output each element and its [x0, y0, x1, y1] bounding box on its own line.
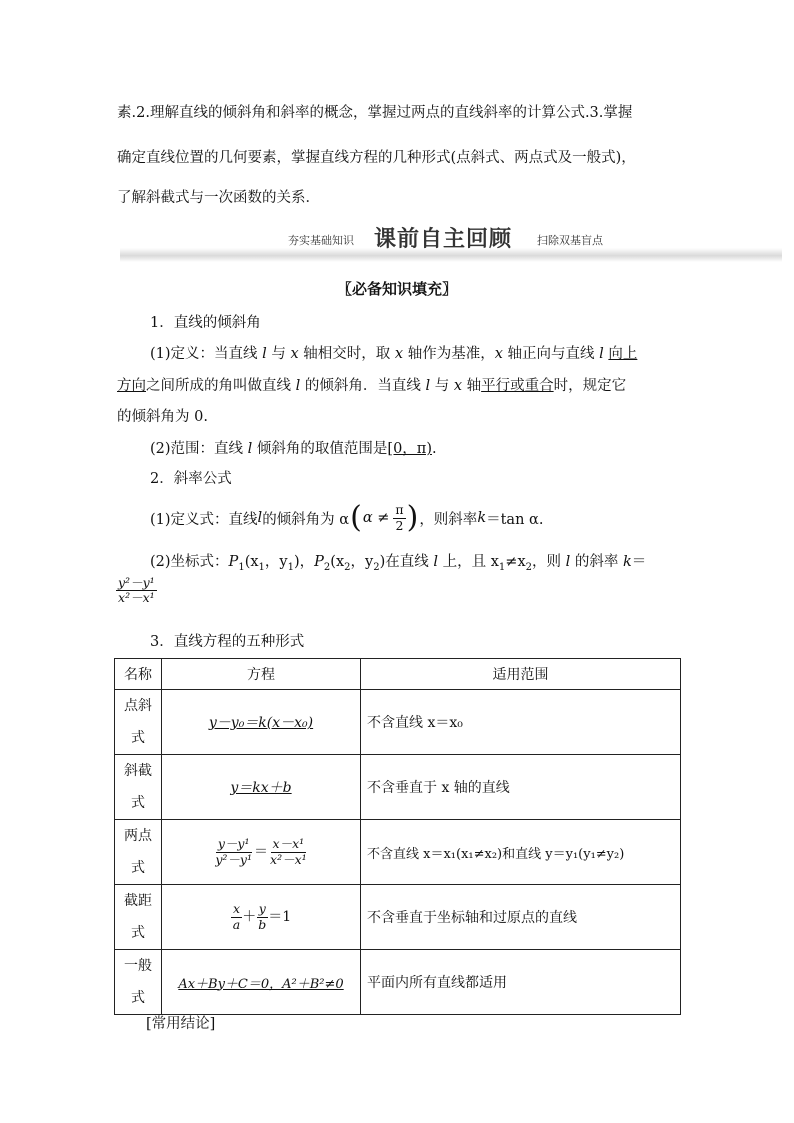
form-scope: 不含垂直于 x 轴的直线	[361, 755, 681, 820]
form-equation: $\frac{x}{a}$ ＋ $\frac{y}{b}$ ＝1	[162, 885, 361, 950]
paren-left-icon: (	[350, 500, 362, 535]
table-row	[115, 885, 681, 950]
s1-range: (2)范围：直线 l 倾斜角的取值范围是[0，π).	[150, 441, 437, 457]
form-scope: 不含直线 x＝x₀	[361, 690, 681, 755]
intro-line-3: 了解斜截式与一次函数的关系．	[117, 190, 320, 206]
line-equation-forms-table	[114, 658, 681, 1015]
bracket-right-icon: 〗	[442, 280, 458, 298]
s3-heading: 3．直线方程的五种形式	[150, 634, 305, 650]
s2-coordinate-formula: (2)坐标式：$P_1(x_1$，$y_1$)，$P_2(x_2$，$y_2$)在直线 l 上，且 $x_1\ne x_2$，则 l 的斜率 k＝	[150, 554, 647, 573]
common-conclusions-label: [常用结论]	[146, 1016, 216, 1032]
form-name: 斜截 式	[115, 755, 162, 820]
intro-line-1: 素.2.理解直线的倾斜角和斜率的概念，掌握过两点的直线斜率的计算公式.3.掌握	[117, 105, 633, 121]
table-header-equation: 方程	[162, 659, 361, 690]
pi-over-2-fraction: $\frac{\pi}{2}$	[395, 502, 404, 533]
section-title	[0, 278, 794, 299]
banner-title: 课前自主回顾	[374, 227, 513, 252]
form-name: 截距 式	[115, 885, 162, 950]
form-name: 点斜 式	[115, 690, 162, 755]
paren-right-icon: )	[406, 500, 419, 535]
form-equation: Ax＋By＋C＝0，A²＋B²≠0	[162, 950, 361, 1015]
s2-heading: 2．斜率公式	[150, 471, 232, 487]
table-row	[115, 950, 681, 1015]
bracket-left-icon: 〖	[336, 280, 352, 298]
form-scope: 平面内所有直线都适用	[361, 950, 681, 1015]
table-header-row	[115, 659, 681, 690]
banner-left-text: 夯实基础知识	[288, 234, 354, 247]
section-title-text: 必备知识填充	[351, 280, 442, 298]
s1-heading: 1．直线的倾斜角	[150, 315, 261, 331]
s1-definition-line2: 方向之间所成的角叫做直线 l 的倾斜角．当直线 l 与 x 轴平行或重合时，规定它	[117, 378, 627, 394]
form-equation: y＝kx＋b	[162, 755, 361, 820]
form-equation: $\frac{\text{y－y¹}}{\text{y²－y¹}}$ ＝ $\frac{\text{x－x¹}}{\text{x²－x¹}}$	[162, 820, 361, 885]
banner-right-text: 扫除双基盲点	[537, 234, 603, 247]
table-row	[115, 690, 681, 755]
table-row	[115, 820, 681, 885]
form-name: 一般 式	[115, 950, 162, 1015]
table-header-scope: 适用范围	[361, 659, 681, 690]
form-scope: 不含直线 x＝x₁(x₁≠x₂)和直线 y＝y₁(y₁≠y₂)	[361, 820, 681, 885]
s1-definition-line3: 的倾斜角为 0.	[117, 409, 208, 425]
form-name: 两点 式	[115, 820, 162, 885]
table-header-name: 名称	[115, 659, 162, 690]
s1-definition-line1: (1)定义：当直线 l 与 x 轴相交时，取 x 轴作为基准，x 轴正向与直线 l 向上	[150, 346, 638, 362]
intro-line-2: 确定直线位置的几何要素，掌握直线方程的几种形式(点斜式、两点式及一般式)，	[117, 150, 636, 166]
slope-fraction: $\frac{\text{y²－y¹}}{\text{x²－x¹}}$	[118, 575, 155, 606]
s2-definition-formula: (1)定义式：直线 l 的倾斜角为 α ( α ≠ $\frac{\pi}{2}$ ) ，则斜率 k ＝tan α.	[150, 500, 544, 535]
form-scope: 不含垂直于坐标轴和过原点的直线	[361, 885, 681, 950]
form-equation: y－y₀＝k(x－x₀)	[162, 690, 361, 755]
table-row	[115, 755, 681, 820]
